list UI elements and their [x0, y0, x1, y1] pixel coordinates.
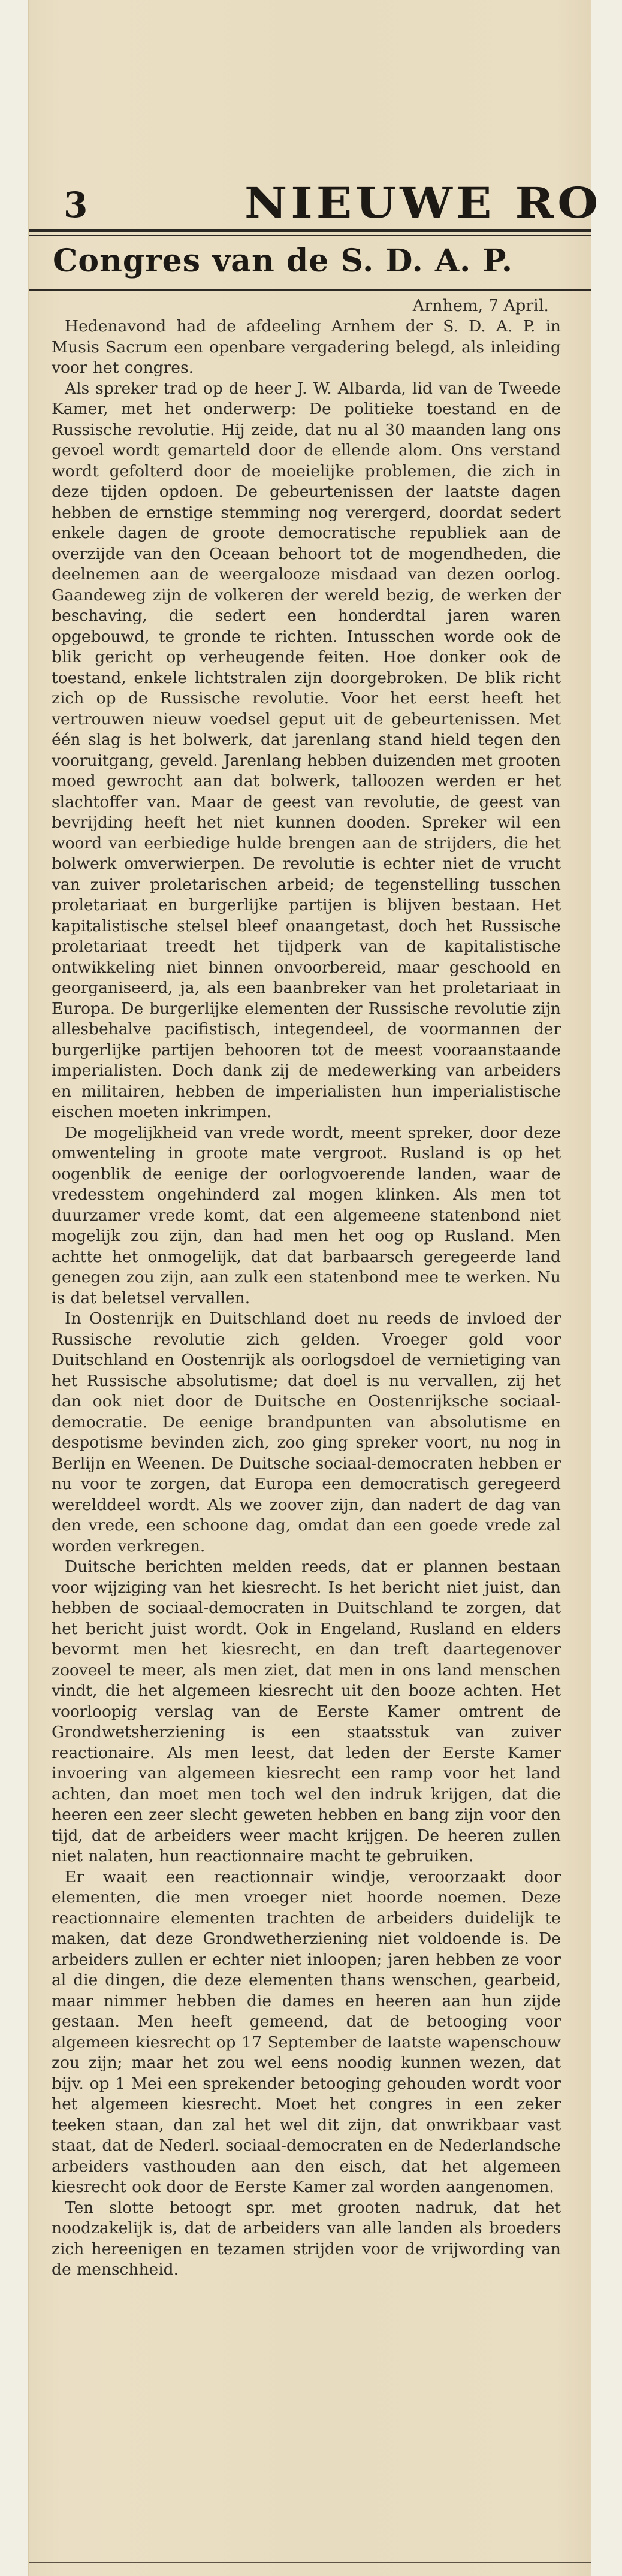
header-rule-thick [29, 229, 591, 232]
paragraph-speaker: Als spreker trad op de heer J. W. Albarda, lid van de Tweede Kamer, met het onderwerp: De politieke toestand en de Russische revolutie. Hij zeide, dat nu al 30 maanden lang ons gevoel wordt gemarteld door de ellende alom. Ons verstand wordt gefolterd door de moeielijke problemen, die zich in deze tijden opdoen. De gebeurtenissen der laatste dagen hebben de ernstige stemming nog verergerd, doordat sedert enkele dagen de groote democratische republiek aan de overzijde van den Oceaan behoort tot de mogendheden, die deelnemen aan de weergalooze misdaad van dezen oorlog. Gaandeweg zijn de volkeren der wereld bezig, de werken der beschaving, die sedert een honderdtal jaren waren opgebouwd, te gronde te richten. Intusschen worde ook de blik gericht op verheugende feiten. Hoe donker ook de toestand, enkele lichtstralen zijn doorgebroken. De blik richt zich op de Russische revolutie. Voor het eerst heeft het vertrouwen nieuw voedsel geput uit de gebeurtenissen. Met één slag is het bolwerk, dat jarenlang stand hield tegen den vooruitgang, geveld. Jarenlang hebben duizenden met grooten moed gewrocht aan dat bolwerk, talloozen werden er het slachtoffer van. Maar de geest van revolutie, de geest van bevrijding heeft het niet kunnen dooden. Spreker wil een woord van eerbiedige hulde brengen aan de strijders, die het bolwerk omverwierpen. De revolutie is echter niet de vrucht van zuiver proletarischen arbeid; de tegenstelling tusschen proletariaat en burgerlijke partijen is blijven bestaan. Het kapitalistische stelsel bleef onaangetast, doch het Russische proletariaat treedt het tijdperk van de kapitalistische ontwikkeling niet binnen onvoorbereid, maar geschoold en georganiseerd, ja, als een baanbreker van het proletariaat in Europa. De burgerlijke elementen der Russische revolutie zijn allesbehalve pacifistisch, integendeel, de voormannen der burgerlijke partijen behooren tot de meest vooraanstaande imperialisten. Doch dank zij de medewerking van arbeiders en militairen, hebben de imperialisten hun imperialistische eischen moeten inkrimpen. [52, 379, 561, 1121]
page-number: 3 [64, 185, 88, 225]
paragraph-intro: Hedenavond had de afdeeling Arnhem der S. D. A. P. in Musis Sacrum een openbare vergadering belegd, als inleiding voor het congres. [52, 317, 561, 377]
title-rule [29, 289, 591, 291]
dateline: Arnhem, 7 April. [412, 297, 549, 315]
paragraph-suffrage: Duitsche berichten melden reeds, dat er plannen bestaan voor wijziging van het kiesrecht. Is het bericht niet juist, dan hebben de sociaal-democraten in Duitschland te zorgen, dat het bericht juist wordt. Ook in Engeland, Rusland en elders bevormt men het kiesrecht, en dan treft daartegenover zooveel te meer, als men ziet, dat men in ons land menschen vindt, die het algemeen kiesrecht uit den booze achten. Het voorloopig verslag van de Eerste Kamer omtrent de Grondwetsherziening is een staatsstuk van zuiver reactionaire. Als men leest, dat leden der Eerste Kamer invoering van algemeen kiesrecht een ramp voor het land achten, dan moet men toch wel den indruk krijgen, dat die heeren een zeer slecht geweten hebben en bang zijn voor den tijd, dat de arbeiders weer macht krijgen. De heeren zullen niet nalaten, hun reactionnaire macht te gebruiken. [52, 1557, 561, 1865]
bottom-rule [29, 2562, 591, 2563]
paragraph-austria-germany: In Oostenrijk en Duitschland doet nu reeds de invloed der Russische revolutie zich gelden. Vroeger gold voor Duitschland en Oostenrijk als oorlogsdoel de vernietiging van het Russische absolutisme; dat doel is nu vervallen, zij het dan ook niet door de Duitsche en Oostenrijksche sociaal-democratie. De eenige brandpunten van absolutisme en despotisme bevinden zich, zoo ging spreker voort, nu nog in Berlijn en Weenen. De Duitsche sociaal-democraten hebben er nu voor te zorgen, dat Europa een democratisch geregeerd werelddeel wordt. Als we zoover zijn, dan nadert de dag van den vrede, een schoone dag, omdat dan een goede vrede zal worden verkregen. [52, 1309, 561, 1556]
paragraph-closing: Ten slotte betoogt spr. met grooten nadruk, dat het noodzakelijk is, dat de arbeiders van alle landen als broeders zich hereenigen en tezamen strijden voor de vrijwording van de menschheid. [52, 2198, 561, 2279]
paragraph-reactionary: Er waait een reactionnair windje, veroorzaakt door elementen, die men vroeger niet hoorde noemen. Deze reactionnaire elementen trachten de arbeiders duidelijk te maken, dat deze Grondwetherziening niet voldoende is. De arbeiders zullen er echter niet inloopen; jaren hebben ze voor al die dingen, die deze elementen thans wenschen, gearbeid, maar nimmer hebben die dames en heeren aan hun zijde gestaan. Men heeft gemeend, dat de betooging voor algemeen kiesrecht op 17 September de laatste wapenschouw zou zijn; maar het zou wel eens noodig kunnen wezen, dat bijv. op 1 Mei een sprekender betooging gehouden wordt voor het algemeen kiesrecht. Moet het congres in een zeker teeken staan, dan zal het wel dit zijn, dat onwrikbaar vast staat, dat de Nederl. sociaal-democraten en de Nederlandsche arbeiders vasthouden aan den eisch, dat het algemeen kiesrecht ook door de Eerste Kamer zal worden aangenomen. [52, 1867, 561, 2196]
newspaper-clipping [29, 0, 602, 2576]
newspaper-header [29, 179, 602, 228]
article-title: Congres van de S. D. A. P. [53, 243, 513, 279]
masthead: NIEUWE RO [244, 179, 602, 228]
header-rule-thin [29, 235, 591, 236]
article-body [52, 316, 561, 2281]
paragraph-peace: De mogelijkheid van vrede wordt, meent spreker, door deze omwenteling in groote mate vergroot. Rusland is op het oogenblik de eenige der oorlogvoerende landen, waar de vredesstem ongehinderd zal mogen klinken. Als men tot duurzamer vrede komt, dat een algemeene statenbond niet mogelijk zou zijn, dan had men het oog op Rusland. Men achtte het onmogelijk, dat dat barbaarsch geregeerde land genegen zou zijn, aan zulk een statenbond mee te werken. Nu is dat beletsel vervallen. [52, 1123, 561, 1307]
